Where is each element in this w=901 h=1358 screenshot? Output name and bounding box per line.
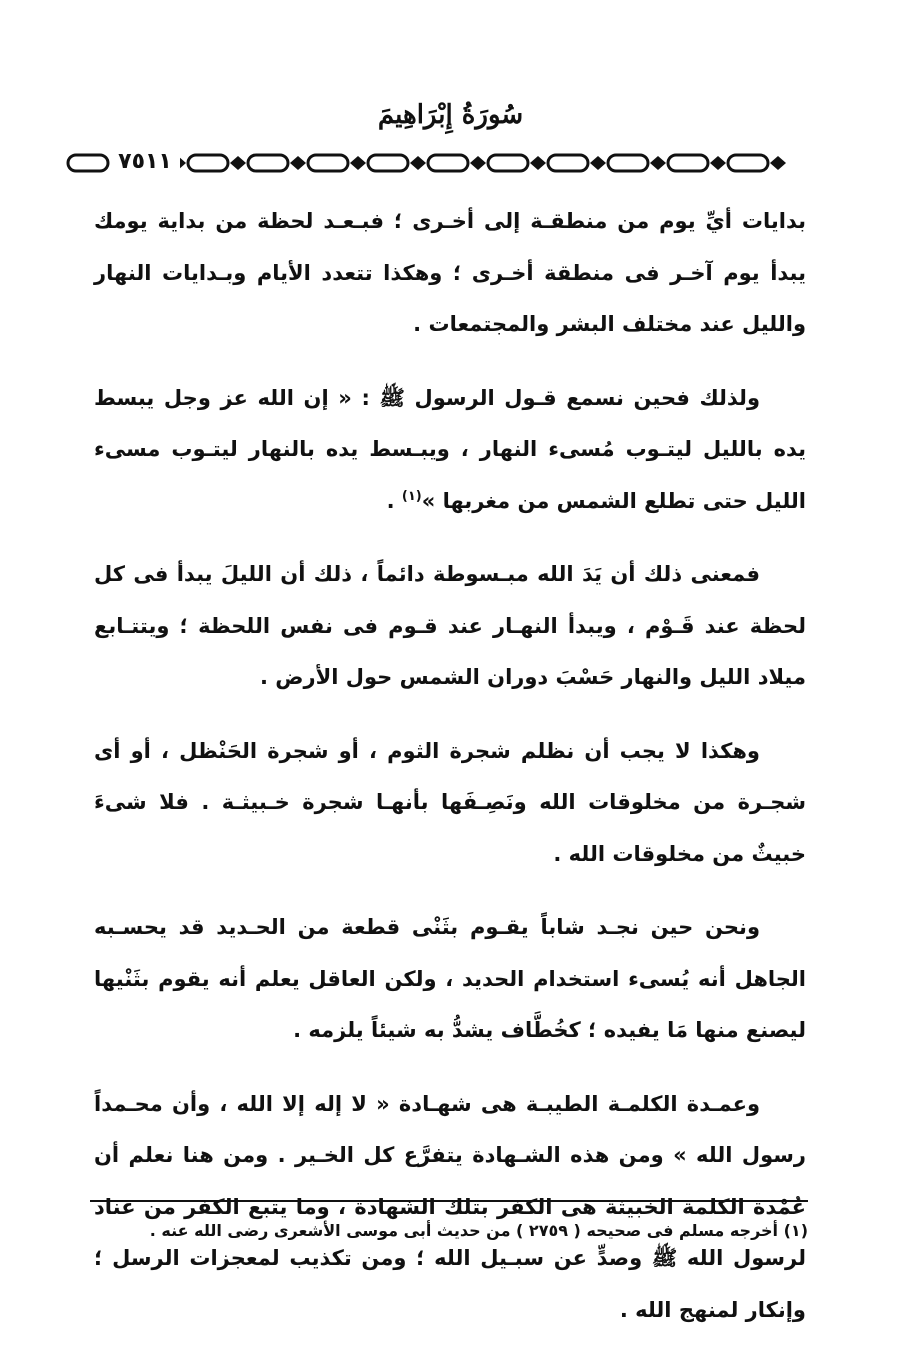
- ornament-link: [608, 155, 648, 171]
- ornament-diamond: [290, 156, 306, 170]
- footnote: (١) أخرجه مسلم فى صحيحه ( ٢٧٥٩ ) من حديث أبى موسى الأشعرى رضى الله عنه .: [149, 1221, 808, 1240]
- ornament-link: [248, 155, 288, 171]
- surah-title: سُورَةُ إِبْرَاهِيمَ: [377, 100, 524, 130]
- paragraph-2: [94, 373, 806, 528]
- page-number: ٧٥١١: [110, 147, 180, 177]
- footnote-marker[interactable]: (١): [401, 488, 422, 504]
- paragraph-3: فمعنى ذلك أن يَدَ الله مبـسوطة دائماً ، ذلك أن الليلَ يبدأ فى كل لحظة عند قَـوْم ، ويبدأ النهـار عند قـوم فى نفس اللحظة ؛ ويتتـابع ميلاد الليل والنهار حَسْبَ دوران الشمس حول الأرض .: [94, 562, 806, 689]
- ornament-link: [188, 155, 228, 171]
- ornament-diamond: [710, 156, 726, 170]
- footnote-divider: [90, 1200, 808, 1202]
- ornament-diamond: [590, 156, 606, 170]
- paragraph-2-text: ولذلك فحين نسمع قـول الرسول ﷺ : « إن الله عز وجل يبسط يده بالليل ليتـوب مُسىء النهار ، ويبـسط يده بالنهار ليتـوب مسىء الليل حتى تطلع الشمس من مغربها »: [94, 385, 806, 513]
- ornament-link: [548, 155, 588, 171]
- paragraph-5: ونحن حين نجـد شاباً يقـوم بثَنْى قطعة من الحـديد قد يحسـبه الجاهل أنه يُسىء استخدام الحديد ، ولكن العاقل يعلم أنه يقوم بثَنْيها ليصنع منها مَا يفيده ؛ كخُطَّاف يشدُّ به شيئاً يلزمه .: [94, 915, 806, 1042]
- ornament-link: [428, 155, 468, 171]
- ornament-diamond: [530, 156, 546, 170]
- main-text: [94, 196, 806, 1358]
- ornament-diamond: [650, 156, 666, 170]
- paragraph-4: وهكذا لا يجب أن نظلم شجرة الثوم ، أو شجرة الحَنْظل ، أو أى شجـرة من مخلوقات الله ونَصِـفَها بأنهـا شجرة خـبيثـة . فلا شىءَ خبيثٌ من مخلوقات الله .: [94, 738, 806, 866]
- ornament-link: [668, 155, 708, 171]
- ornament-diamond: [770, 156, 786, 170]
- paragraph-6: وعمـدة الكلمـة الطيبـة هى شهـادة « لا إله إلا الله ، وأن محـمداً رسول الله » ومن هذه الشـهادة يتفرَّع كل الخـير . ومن هنا نعلم أن عُمْدة الكلمة الخبيثة هى الكفر بتلك الشهادة ، وما يتبع الكفر من عناد لرسول الله ﷺ وصدٍّ عن سبـيل الله ؛ ومن تكذيب لمعجزات الرسل ؛ وإنكار لمنهج الله .: [94, 1091, 806, 1322]
- ornament-link: [68, 155, 108, 171]
- ornament-diamond: [350, 156, 366, 170]
- ornament-link: [488, 155, 528, 171]
- ornament-diamond: [230, 156, 246, 170]
- ornament-link: [368, 155, 408, 171]
- paragraph-1: بدايات أيِّ يوم من منطقـة إلى أخـرى ؛ فبـعـد لحظة من بداية يومك يبدأ يوم آخـر فى منطقة أخـرى ؛ وهكذا تتعدد الأيام وبـدايات النهار والليل عند مختلف البشر والمجتمعات .: [94, 209, 806, 336]
- ornament-link: [308, 155, 348, 171]
- paragraph-2-tail: .: [386, 488, 402, 513]
- ornament-link: [728, 155, 768, 171]
- ornament-diamond: [470, 156, 486, 170]
- ornament-diamond: [410, 156, 426, 170]
